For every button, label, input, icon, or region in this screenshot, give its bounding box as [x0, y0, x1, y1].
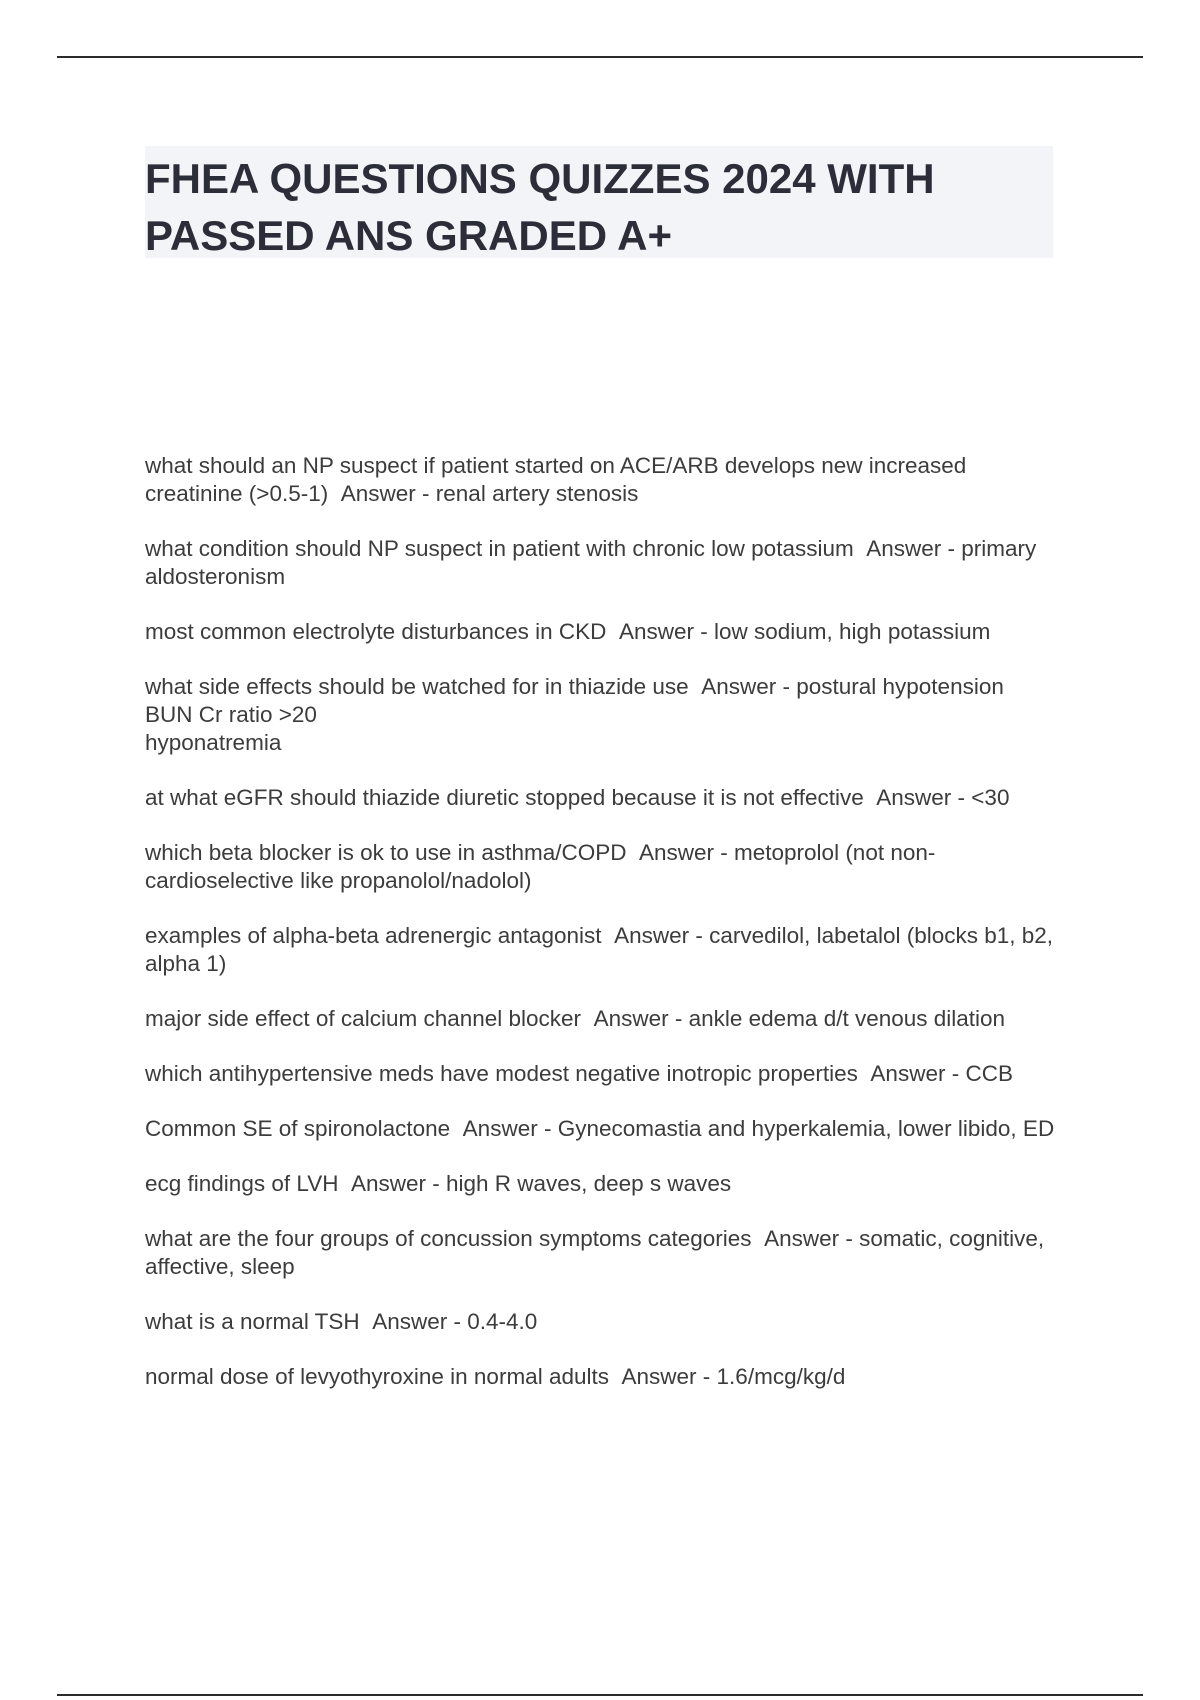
question-text: normal dose of levyothyroxine in normal adults — [145, 1364, 609, 1389]
qa-item — [145, 839, 1065, 895]
answer-text: Gynecomastia and hyperkalemia, lower libido, ED — [557, 1116, 1055, 1141]
question-text: what is a normal TSH — [145, 1309, 360, 1334]
answer-prefix: Answer - — [701, 674, 797, 699]
qa-item — [145, 784, 1065, 812]
answer-text: 1.6/mcg/kg/d — [716, 1364, 846, 1389]
question-text: at what eGFR should thiazide diuretic stopped because it is not effective — [145, 785, 864, 810]
answer-prefix: Answer - — [866, 536, 962, 561]
answer-prefix: Answer - — [870, 1061, 966, 1086]
answer-text: renal artery stenosis — [435, 481, 639, 506]
question-text: what should an NP suspect if patient started on ACE/ARB develops new increased creatinine (>0.5-1) — [145, 453, 967, 506]
answer-text: 0.4-4.0 — [467, 1309, 538, 1334]
qa-item — [145, 1225, 1065, 1281]
answer-text: CCB — [965, 1061, 1013, 1086]
answer-extra-line: BUN Cr ratio >20 — [145, 702, 317, 727]
qa-item — [145, 1170, 1065, 1198]
qa-item — [145, 535, 1065, 591]
qa-item — [145, 1060, 1065, 1088]
question-text: what condition should NP suspect in patient with chronic low potassium — [145, 536, 854, 561]
qa-item — [145, 452, 1065, 508]
qa-item — [145, 1363, 1065, 1391]
qa-item — [145, 1308, 1065, 1336]
qa-list — [145, 452, 1065, 1418]
question-text: which beta blocker is ok to use in asthma/COPD — [145, 840, 627, 865]
answer-text: low sodium, high potassium — [713, 619, 991, 644]
answer-prefix: Answer - — [638, 840, 735, 865]
answer-prefix: Answer - — [618, 619, 714, 644]
question-text: which antihypertensive meds have modest negative inotropic properties — [145, 1061, 858, 1086]
answer-prefix: Answer - — [340, 481, 436, 506]
answer-prefix: Answer - — [350, 1171, 446, 1196]
answer-prefix: Answer - — [764, 1226, 860, 1251]
top-divider — [57, 56, 1143, 58]
qa-item — [145, 673, 1065, 757]
answer-extra-line: hyponatremia — [145, 730, 282, 755]
answer-text: postural hypotension — [796, 674, 1004, 699]
title-block — [145, 146, 1053, 258]
answer-prefix: Answer - — [593, 1006, 689, 1031]
answer-text: primary aldosteronism — [145, 536, 1037, 589]
answer-prefix: Answer - — [462, 1116, 558, 1141]
answer-text: <30 — [971, 785, 1010, 810]
answer-text: high R waves, deep s waves — [446, 1171, 732, 1196]
answer-text: ankle edema d/t venous dilation — [688, 1006, 1006, 1031]
bottom-divider — [57, 1694, 1143, 1696]
question-text: most common electrolyte disturbances in CKD — [145, 619, 607, 644]
question-text: major side effect of calcium channel blocker — [145, 1006, 582, 1031]
answer-text: carvedilol, labetalol (blocks b1, b2, alpha 1) — [145, 923, 1054, 976]
question-text: what side effects should be watched for in thiazide use — [145, 674, 689, 699]
qa-item — [145, 618, 1065, 646]
question-text: examples of alpha-beta adrenergic antagonist — [145, 923, 602, 948]
answer-prefix: Answer - — [372, 1309, 468, 1334]
question-text: what are the four groups of concussion symptoms categories — [145, 1226, 752, 1251]
answer-text: metoprolol (not non-cardioselective like propanolol/nadolol) — [145, 840, 936, 893]
qa-item — [145, 1005, 1065, 1033]
answer-prefix: Answer - — [876, 785, 972, 810]
answer-text: somatic, cognitive, affective, sleep — [145, 1226, 1045, 1279]
qa-item — [145, 1115, 1065, 1143]
answer-prefix: Answer - — [621, 1364, 717, 1389]
qa-item — [145, 922, 1065, 978]
document-title: FHEA QUESTIONS QUIZZES 2024 WITH PASSED ANS GRADED A+ — [145, 155, 935, 259]
answer-prefix: Answer - — [614, 923, 710, 948]
question-text: ecg findings of LVH — [145, 1171, 339, 1196]
question-text: Common SE of spironolactone — [145, 1116, 451, 1141]
